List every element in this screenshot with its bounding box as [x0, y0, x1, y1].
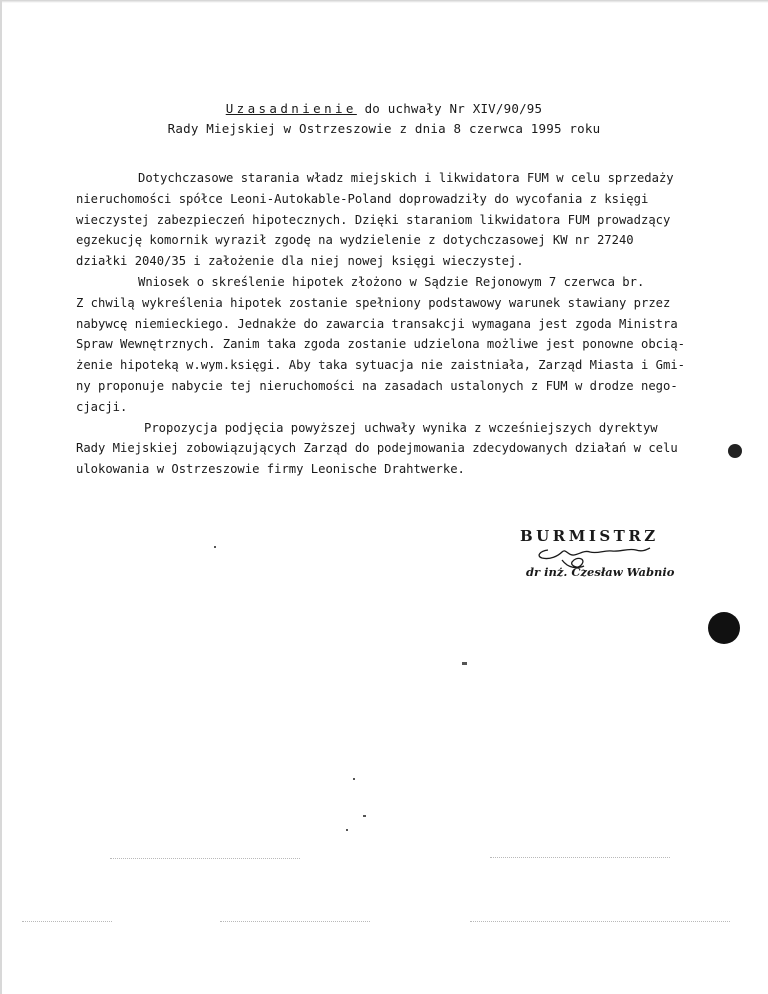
body-line: nieruchomości spółce Leoni-Autokable-Poland doprowadziły do wycofania z księgi: [76, 191, 649, 206]
body-line: ny proponuje nabycie tej nieruchomości na zasadach ustalonych z FUM w drodze nego-: [76, 378, 678, 393]
body-line: Spraw Wewnętrznych. Zanim taka zgoda zostanie udzielona możliwe jest ponowne obcią-: [76, 337, 686, 352]
body-line: Z chwilą wykreślenia hipotek zostanie spełniony podstawowy warunek stawiany przez: [76, 295, 671, 310]
document-heading: [0, 101, 768, 116]
body-line: ulokowania w Ostrzeszowie firmy Leonische Drahtwerke.: [76, 462, 465, 477]
scan-noise-line: [22, 921, 112, 923]
scan-speck: [363, 815, 366, 817]
body-line: Wniosek o skreślenie hipotek złożono w Sądzie Rejonowym 7 czerwca br.: [138, 274, 645, 289]
body-line: cjacji.: [76, 399, 128, 414]
scan-speck: [214, 546, 216, 548]
body-line: egzekucję komornik wyraził zgodę na wydzielenie z dotychczasowej KW nr 27240: [76, 233, 634, 248]
signature-block: [520, 527, 720, 579]
body-line: Dotychczasowe starania władz miejskich i likwidatora FUM w celu sprzedaży: [138, 171, 674, 185]
body-line: Propozycja podjęcia powyższej uchwały wynika z wcześniejszych dyrektyw: [144, 420, 658, 435]
ink-blot-mark: [728, 444, 742, 458]
document-subheading: Rady Miejskiej w Ostrzeszowie z dnia 8 czerwca 1995 roku: [167, 121, 601, 136]
body-line: żenie hipoteką w.wym.księgi. Aby taka sytuacja nie zaistniała, Zarząd Miasta i Gmi-: [76, 358, 686, 373]
scan-noise-line: [220, 921, 370, 923]
scan-edge-top: [0, 0, 768, 3]
scan-speck: [346, 829, 348, 831]
scan-noise-line: [470, 921, 730, 923]
scan-speck: [353, 778, 355, 780]
heading-word: Uzasadnienie: [225, 101, 357, 116]
body-line: Rady Miejskiej zobowiązujących Zarząd do podejmowania zdecydowanych działań w celu: [76, 441, 678, 456]
body-line: działki 2040/35 i założenie dla niej nowej księgi wieczystej.: [76, 254, 524, 269]
body-line: wieczystej zabezpieczeń hipotecznych. Dzięki staraniom likwidatora FUM prowadzący: [76, 212, 671, 227]
scan-noise-line: [490, 857, 670, 859]
scan-edge-left: [0, 0, 2, 994]
body-line: nabywcę niemieckiego. Jednakże do zawarcia transakcji wymagana jest zgoda Ministra: [76, 316, 678, 331]
heading-resolution-number: do uchwały Nr XIV/90/95: [356, 101, 543, 116]
signature-title: BURMISTRZ: [520, 527, 659, 545]
scan-noise-line: [110, 858, 300, 860]
punch-hole-mark: [708, 612, 740, 644]
justification-body: [76, 168, 736, 480]
scan-speck: [462, 662, 467, 665]
signatory-name: dr inż. Czesław Wabnio: [526, 565, 675, 579]
